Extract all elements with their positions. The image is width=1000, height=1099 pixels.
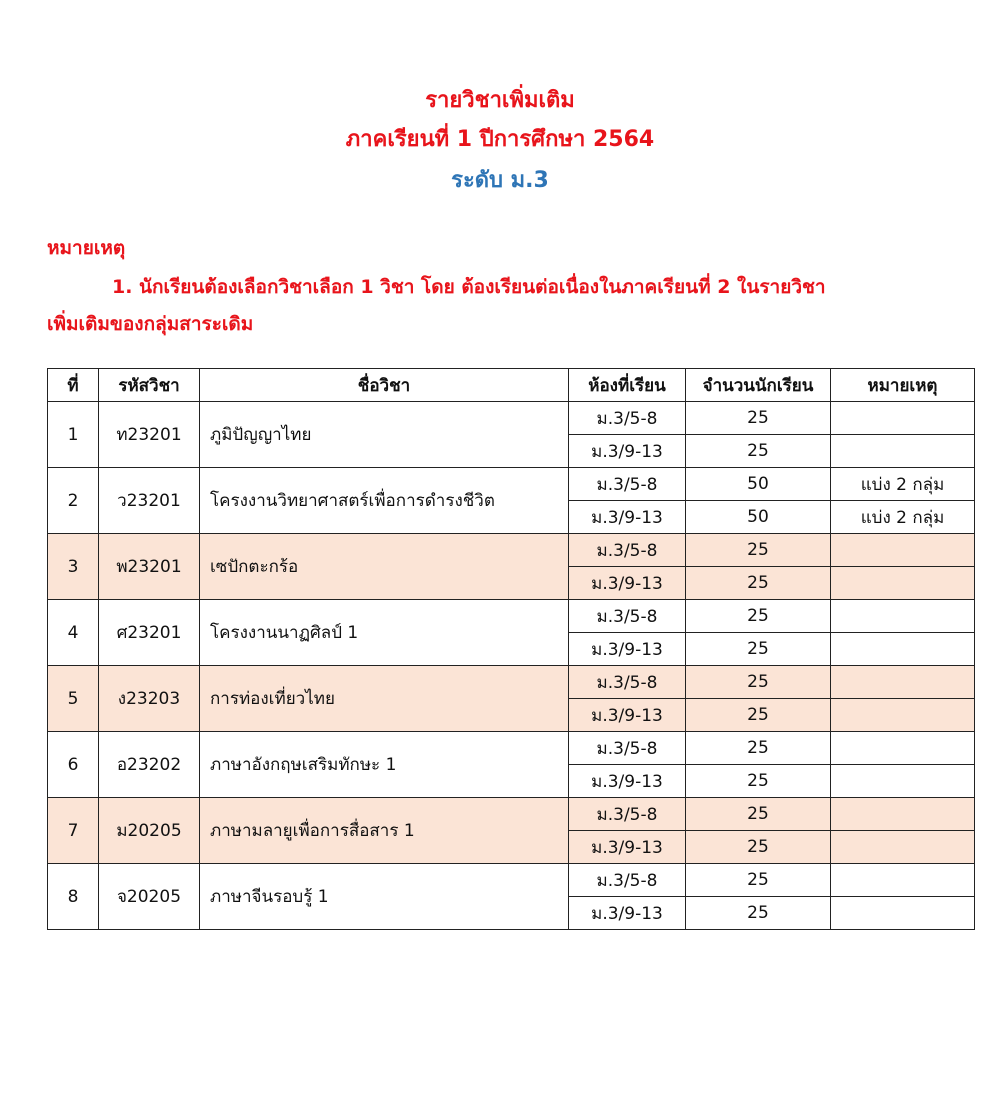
- course-code: ม20205: [99, 798, 200, 864]
- room-cell: ม.3/9-13: [569, 831, 686, 864]
- student-count-cell: 50: [686, 468, 831, 501]
- table-row: [48, 468, 975, 501]
- table-row: [48, 864, 975, 897]
- table-row: [48, 666, 975, 699]
- course-code: ศ23201: [99, 600, 200, 666]
- table-row: [48, 402, 975, 435]
- room-cell: ม.3/5-8: [569, 666, 686, 699]
- student-count-cell: 25: [686, 666, 831, 699]
- student-count-cell: 25: [686, 897, 831, 930]
- room-cell: ม.3/5-8: [569, 600, 686, 633]
- student-count-cell: 25: [686, 435, 831, 468]
- student-count-cell: 25: [686, 567, 831, 600]
- header-remark: หมายเหตุ: [831, 369, 975, 402]
- student-count-cell: 25: [686, 765, 831, 798]
- room-cell: ม.3/5-8: [569, 798, 686, 831]
- table-row: [48, 600, 975, 633]
- row-number: 2: [48, 468, 99, 534]
- room-cell: ม.3/5-8: [569, 864, 686, 897]
- note-line-1: 1. นักเรียนต้องเลือกวิชาเลือก 1 วิชา โดย ต้องเรียนต่อเนื่องในภาคเรียนที่ 2 ในรายวิชา: [112, 276, 826, 298]
- row-number: 1: [48, 402, 99, 468]
- course-name: ภูมิปัญญาไทย: [200, 402, 569, 468]
- course-name: ภาษาอังกฤษเสริมทักษะ 1: [200, 732, 569, 798]
- remark-cell: [831, 666, 975, 699]
- room-cell: ม.3/5-8: [569, 534, 686, 567]
- course-code: จ20205: [99, 864, 200, 930]
- row-number: 8: [48, 864, 99, 930]
- room-cell: ม.3/5-8: [569, 732, 686, 765]
- row-number: 6: [48, 732, 99, 798]
- level-title: ระดับ ม.3: [451, 168, 549, 193]
- student-count-cell: 25: [686, 732, 831, 765]
- remark-cell: แบ่ง 2 กลุ่ม: [831, 501, 975, 534]
- course-name: ภาษามลายูเพื่อการสื่อสาร 1: [200, 798, 569, 864]
- room-cell: ม.3/9-13: [569, 501, 686, 534]
- remark-cell: [831, 765, 975, 798]
- semester-title: ภาคเรียนที่ 1 ปีการศึกษา 2564: [345, 127, 655, 152]
- room-cell: ม.3/9-13: [569, 765, 686, 798]
- remark-cell: [831, 435, 975, 468]
- course-name: ภาษาจีนรอบรู้ 1: [200, 864, 569, 930]
- room-cell: ม.3/9-13: [569, 435, 686, 468]
- room-cell: ม.3/5-8: [569, 402, 686, 435]
- student-count-cell: 25: [686, 831, 831, 864]
- room-cell: ม.3/9-13: [569, 699, 686, 732]
- course-name: การท่องเที่ยวไทย: [200, 666, 569, 732]
- course-code: ง23203: [99, 666, 200, 732]
- student-count-cell: 25: [686, 798, 831, 831]
- student-count-cell: 25: [686, 600, 831, 633]
- room-cell: ม.3/5-8: [569, 468, 686, 501]
- remark-cell: [831, 897, 975, 930]
- room-cell: ม.3/9-13: [569, 897, 686, 930]
- remark-cell: [831, 402, 975, 435]
- header-code: รหัสวิชา: [99, 369, 200, 402]
- course-code: อ23202: [99, 732, 200, 798]
- room-cell: ม.3/9-13: [569, 567, 686, 600]
- header-room: ห้องที่เรียน: [569, 369, 686, 402]
- header-name: ชื่อวิชา: [200, 369, 569, 402]
- table-body: [48, 402, 975, 930]
- remark-cell: [831, 534, 975, 567]
- remark-cell: [831, 567, 975, 600]
- note-heading: หมายเหตุ: [47, 237, 126, 259]
- remark-cell: แบ่ง 2 กลุ่ม: [831, 468, 975, 501]
- student-count-cell: 25: [686, 402, 831, 435]
- note-line-2: เพิ่มเติมของกลุ่มสาระเดิม: [47, 313, 254, 335]
- course-code: ว23201: [99, 468, 200, 534]
- header-count: จำนวนนักเรียน: [686, 369, 831, 402]
- header-no: ที่: [48, 369, 99, 402]
- course-code: พ23201: [99, 534, 200, 600]
- student-count-cell: 25: [686, 633, 831, 666]
- course-code: ท23201: [99, 402, 200, 468]
- course-table: [47, 368, 975, 930]
- student-count-cell: 50: [686, 501, 831, 534]
- remark-cell: [831, 831, 975, 864]
- remark-cell: [831, 633, 975, 666]
- room-cell: ม.3/9-13: [569, 633, 686, 666]
- remark-cell: [831, 798, 975, 831]
- remark-cell: [831, 699, 975, 732]
- table-row: [48, 732, 975, 765]
- student-count-cell: 25: [686, 699, 831, 732]
- table-header-row: [48, 369, 975, 402]
- row-number: 3: [48, 534, 99, 600]
- row-number: 5: [48, 666, 99, 732]
- course-name: เซปักตะกร้อ: [200, 534, 569, 600]
- remark-cell: [831, 600, 975, 633]
- table-row: [48, 534, 975, 567]
- row-number: 7: [48, 798, 99, 864]
- course-name: โครงงานนาฏศิลป์ 1: [200, 600, 569, 666]
- table-row: [48, 798, 975, 831]
- remark-cell: [831, 732, 975, 765]
- page-title: รายวิชาเพิ่มเติม: [425, 88, 575, 113]
- student-count-cell: 25: [686, 534, 831, 567]
- course-name: โครงงานวิทยาศาสตร์เพื่อการดำรงชีวิต: [200, 468, 569, 534]
- remark-cell: [831, 864, 975, 897]
- row-number: 4: [48, 600, 99, 666]
- student-count-cell: 25: [686, 864, 831, 897]
